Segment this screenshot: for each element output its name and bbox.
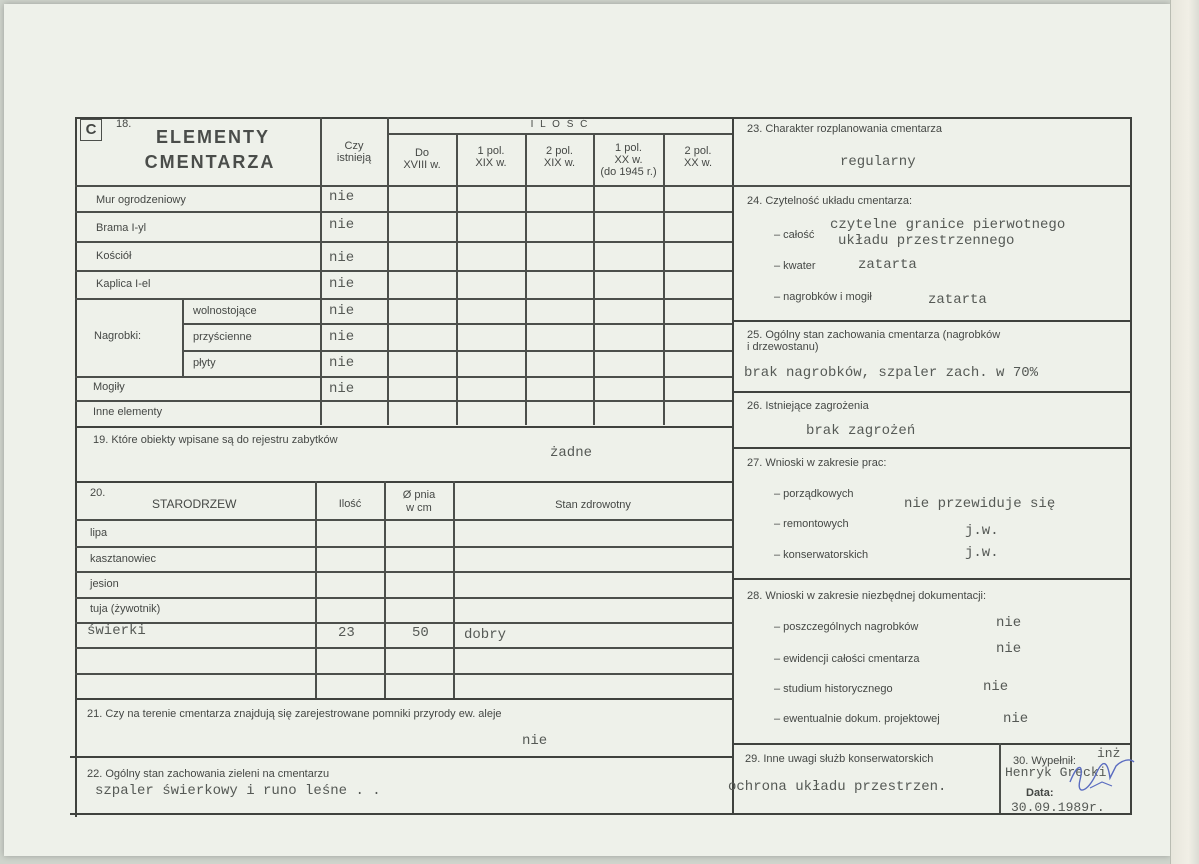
s25-value: brak nagrobków, szpaler zach. w 70% (744, 365, 1039, 381)
s20-bottom (75, 698, 732, 700)
s18-col-period: XX w. (683, 157, 713, 169)
s18-row-label: Mur ogrodzeniowy (96, 194, 186, 206)
s20-title: STARODRZEW (152, 497, 237, 511)
s24-kwater-value: zatarta (858, 257, 917, 273)
s18-bottom (75, 426, 732, 428)
s18-row-label: Inne elementy (93, 406, 163, 418)
s18-col-period: 2 pol. (684, 145, 712, 157)
s18-row-line (75, 376, 732, 378)
s18-number: 18. (116, 118, 132, 130)
frame-right (1130, 117, 1132, 814)
s18-row-value: nie (329, 355, 355, 371)
s27-item-label: – remontowych (774, 518, 849, 530)
s24-bottom (732, 320, 1130, 322)
s28-item-value: nie (1003, 711, 1029, 727)
s20-col-pnia-1: Ø pnia (402, 489, 436, 501)
s29-s30-split (999, 743, 1001, 813)
s20-col-stan: Stan zdrowotny (555, 499, 631, 511)
s20-number: 20. (90, 487, 106, 499)
s18-vline-2 (456, 134, 458, 425)
s20-row-line (75, 647, 732, 649)
s28-bottom (732, 743, 1130, 745)
s24-calosc-value-1: czytelne granice pierwotnego (830, 217, 1066, 233)
s20-typed-health: dobry (464, 627, 507, 643)
s27-label: 27. Wnioski w zakresie prac: (747, 457, 887, 469)
s25-bottom (732, 391, 1130, 393)
s20-header-bottom (75, 519, 732, 521)
s18-row-line (75, 400, 732, 402)
s18-nagrobki-label: Nagrobki: (94, 330, 142, 342)
s18-row-label: Brama I-yl (96, 222, 147, 234)
s28-item-label: – ewidencji całości cmentarza (774, 653, 920, 665)
s30-date-label: Data: (1026, 787, 1054, 799)
s18-row-line (75, 241, 732, 243)
s25-label-2: i drzewostanu) (747, 341, 819, 353)
column-split (732, 117, 734, 813)
s23-bottom (732, 185, 1130, 187)
s20-row-line (75, 546, 732, 548)
s20-col-ilosc: Ilość (338, 498, 362, 510)
s18-vline-nagrobki (182, 298, 184, 376)
s20-row-line (75, 571, 732, 573)
s28-item-label: – poszczególnych nagrobków (774, 621, 919, 633)
s24-nagrobkow-value: zatarta (928, 292, 987, 308)
s20-col-pnia-2: w cm (406, 502, 432, 514)
s19-bottom (75, 481, 732, 483)
s20-row-label: jesion (90, 578, 119, 590)
s28-label: 28. Wnioski w zakresie niezbędnej dokumentacji: (747, 590, 987, 602)
s18-header-bottom (75, 185, 732, 187)
s23-label: 23. Charakter rozplanowania cmentarza (747, 123, 943, 135)
s18-col-period: XIX w. (475, 157, 507, 169)
frame-bottom (70, 813, 1132, 815)
s18-col-period: XIX w. (543, 157, 576, 169)
s18-col-exists-2: istnieją (336, 152, 372, 164)
s18-row-label: Kościół (96, 250, 132, 262)
frame-left (75, 117, 77, 817)
s22-label: 22. Ogólny stan zachowania zieleni na cmentarzu (87, 768, 330, 780)
s20-typed-count: 23 (338, 625, 355, 641)
s20-typed-name: świerki (87, 623, 146, 639)
s26-value: brak zagrożeń (806, 423, 916, 439)
s18-row-value: nie (329, 250, 355, 266)
s18-row-value: nie (329, 329, 355, 345)
s18-row-line (75, 298, 732, 300)
s18-row-value: nie (329, 217, 355, 233)
s18-col-exists-1: Czy (344, 140, 364, 152)
s21-value: nie (522, 733, 548, 749)
s24-calosc-label: – całość (774, 229, 815, 241)
s20-typed-diameter: 50 (412, 625, 429, 641)
paper-edge (1170, 0, 1199, 864)
s20-row-label: kasztanowiec (90, 553, 157, 565)
s19-value: żadne (550, 445, 593, 461)
s18-row-line (182, 350, 732, 352)
s30-date: 30.09.1989r. (1011, 800, 1105, 815)
s18-col-period: 2 pol. (546, 145, 573, 157)
s18-row-value: nie (329, 189, 355, 205)
s18-col-period: XX w. (614, 154, 643, 166)
s18-row-label: Kaplica I-el (96, 278, 151, 290)
s27-item-label: – porządkowych (774, 488, 854, 500)
s18-ilosc-header: I L O Ś Ć (530, 119, 590, 130)
s24-calosc-value-2: układu przestrzennego (838, 233, 1015, 249)
s20-row-line (75, 673, 732, 675)
s25-label-1: 25. Ogólny stan zachowania cmentarza (nagrobków (747, 329, 1001, 341)
s24-kwater-label: – kwater (774, 260, 816, 272)
s27-item-value: j.w. (965, 523, 999, 539)
s19-label: 19. Które obiekty wpisane są do rejestru zabytków (93, 434, 338, 446)
s18-vline-3 (525, 134, 527, 425)
s18-row-label: płyty (193, 357, 216, 369)
s27-item-label: – konserwatorskich (774, 549, 869, 561)
s20-vline-stan (453, 481, 455, 698)
s29-label: 29. Inne uwagi służb konserwatorskich (745, 753, 934, 765)
s24-nagrobkow-label: – nagrobków i mogił (774, 291, 872, 303)
s28-item-value: nie (996, 615, 1022, 631)
s20-row-line (75, 622, 732, 624)
s20-row-label: lipa (90, 527, 108, 539)
s18-ilosc-line (387, 133, 732, 135)
s18-row-label: wolnostojące (193, 305, 257, 317)
s20-row-line (75, 597, 732, 599)
s29-value: ochrona układu przestrzen. (728, 779, 947, 795)
s30-label: 30. Wypełnił: (1013, 755, 1076, 767)
s27-item-value: nie przewiduje się (904, 496, 1056, 512)
s18-row-line (182, 323, 732, 325)
form-letter-box: C (80, 119, 102, 141)
s18-col-period: 1 pol. (477, 145, 505, 157)
s18-row-value: nie (329, 276, 355, 292)
s30-name: Henryk Grecki (1005, 765, 1107, 780)
s20-vline-ilosc (315, 481, 317, 698)
s22-value: szpaler świerkowy i runo leśne . . (95, 783, 381, 799)
s18-row-label: przyścienne (193, 331, 252, 343)
s18-title-line1: ELEMENTY (155, 127, 270, 147)
signature-mark (1050, 752, 1140, 807)
s28-item-value: nie (983, 679, 1009, 695)
s18-row-value: nie (329, 381, 355, 397)
s27-bottom (732, 578, 1130, 580)
s28-item-label: – ewentualnie dokum. projektowej (774, 713, 940, 725)
s18-row-value: nie (329, 303, 355, 319)
s30-title-prefix: inż (1097, 746, 1121, 761)
s18-title-line2: CMENTARZA (144, 152, 276, 172)
s28-item-label: – studium historycznego (774, 683, 893, 695)
s18-vline-5 (663, 134, 665, 425)
s21-bottom (70, 756, 732, 758)
s18-col-period: XVIII w. (403, 159, 441, 171)
s24-label: 24. Czytelność układu cmentarza: (747, 195, 913, 207)
s27-item-value: j.w. (965, 545, 999, 561)
s28-item-value: nie (996, 641, 1022, 657)
s26-bottom (732, 447, 1130, 449)
s20-row-label: tuja (żywotnik) (90, 603, 161, 615)
s23-value: regularny (840, 154, 916, 170)
s26-label: 26. Istniejące zagrożenia (747, 400, 869, 412)
s18-col-period: Do (414, 147, 430, 159)
s18-row-line (75, 211, 732, 213)
s18-row-label: Mogiły (93, 381, 125, 393)
s18-row-line (75, 270, 732, 272)
s18-col-period: (do 1945 r.) (600, 166, 657, 178)
s21-label: 21. Czy na terenie cmentarza znajdują się zarejestrowane pomniki przyrody ew. aleje (87, 708, 502, 720)
s18-col-period: 1 pol. (615, 142, 642, 154)
